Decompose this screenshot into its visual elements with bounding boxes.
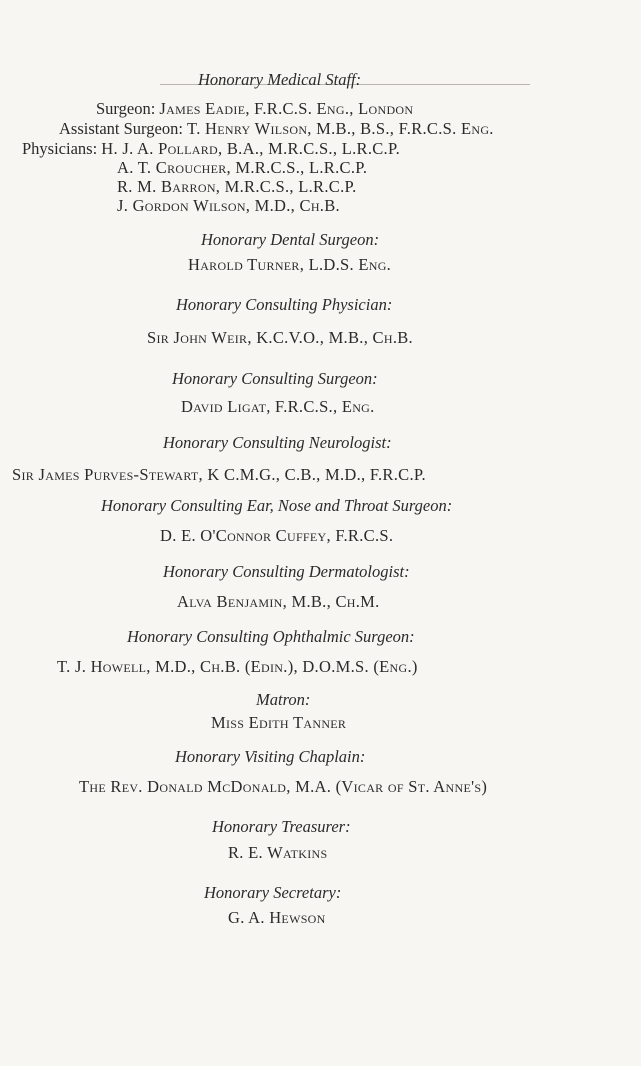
section-heading: Honorary Visiting Chaplain: bbox=[175, 747, 366, 766]
physician-name: H. J. A. Pollard, B.A., M.R.C.S., L.R.C.P. bbox=[101, 139, 401, 158]
surgeon-label: Surgeon: bbox=[96, 99, 156, 118]
physician-name: A. T. Croucher, M.R.C.S., L.R.C.P. bbox=[117, 158, 368, 177]
section-name: G. A. Hewson bbox=[228, 908, 326, 927]
section-name: David Ligat, F.R.C.S., Eng. bbox=[181, 397, 375, 416]
physicians-label: Physicians: bbox=[22, 139, 98, 158]
section-heading: Honorary Dental Surgeon: bbox=[201, 230, 380, 249]
medical-staff-heading: Honorary Medical Staff: bbox=[198, 70, 362, 89]
section-name: T. J. Howell, M.D., Ch.B. (Edin.), D.O.M.S. (Eng.) bbox=[57, 657, 418, 676]
section-heading: Honorary Consulting Physician: bbox=[176, 295, 393, 314]
section-name: D. E. O'Connor Cuffey, F.R.C.S. bbox=[160, 526, 394, 545]
physician-name: R. M. Barron, M.R.C.S., L.R.C.P. bbox=[117, 177, 357, 196]
section-heading: Honorary Consulting Dermatologist: bbox=[163, 562, 410, 581]
section-heading: Honorary Secretary: bbox=[204, 883, 342, 902]
section-name: Sir John Weir, K.C.V.O., M.B., Ch.B. bbox=[147, 328, 413, 347]
surgeon-name: James Eadie, F.R.C.S. Eng., London bbox=[159, 99, 414, 118]
section-heading: Honorary Consulting Neurologist: bbox=[163, 433, 392, 452]
assistant-surgeon-label: Assistant Surgeon: bbox=[59, 119, 183, 138]
section-heading: Matron: bbox=[256, 690, 311, 709]
surgeon-entry bbox=[96, 99, 413, 119]
section-name: The Rev. Donald McDonald, M.A. (Vicar of St. Anne's) bbox=[79, 777, 488, 796]
physicians-entry bbox=[22, 139, 400, 159]
section-name: R. E. Watkins bbox=[228, 843, 328, 862]
section-name: Miss Edith Tanner bbox=[211, 713, 347, 732]
assistant-surgeon-entry bbox=[59, 119, 494, 139]
assistant-surgeon-name: T. Henry Wilson, M.B., B.S., F.R.C.S. Eng. bbox=[187, 119, 494, 138]
section-heading: Honorary Consulting Ophthalmic Surgeon: bbox=[127, 627, 415, 646]
section-name: Harold Turner, L.D.S. Eng. bbox=[188, 255, 392, 274]
section-heading: Honorary Consulting Surgeon: bbox=[172, 369, 378, 388]
section-name: Alva Benjamin, M.B., Ch.M. bbox=[177, 592, 380, 611]
section-name: Sir James Purves-Stewart, K C.M.G., C.B., M.D., F.R.C.P. bbox=[12, 465, 426, 484]
section-heading: Honorary Treasurer: bbox=[212, 817, 351, 836]
section-heading: Honorary Consulting Ear, Nose and Throat Surgeon: bbox=[101, 496, 453, 515]
physician-name: J. Gordon Wilson, M.D., Ch.B. bbox=[117, 196, 340, 215]
